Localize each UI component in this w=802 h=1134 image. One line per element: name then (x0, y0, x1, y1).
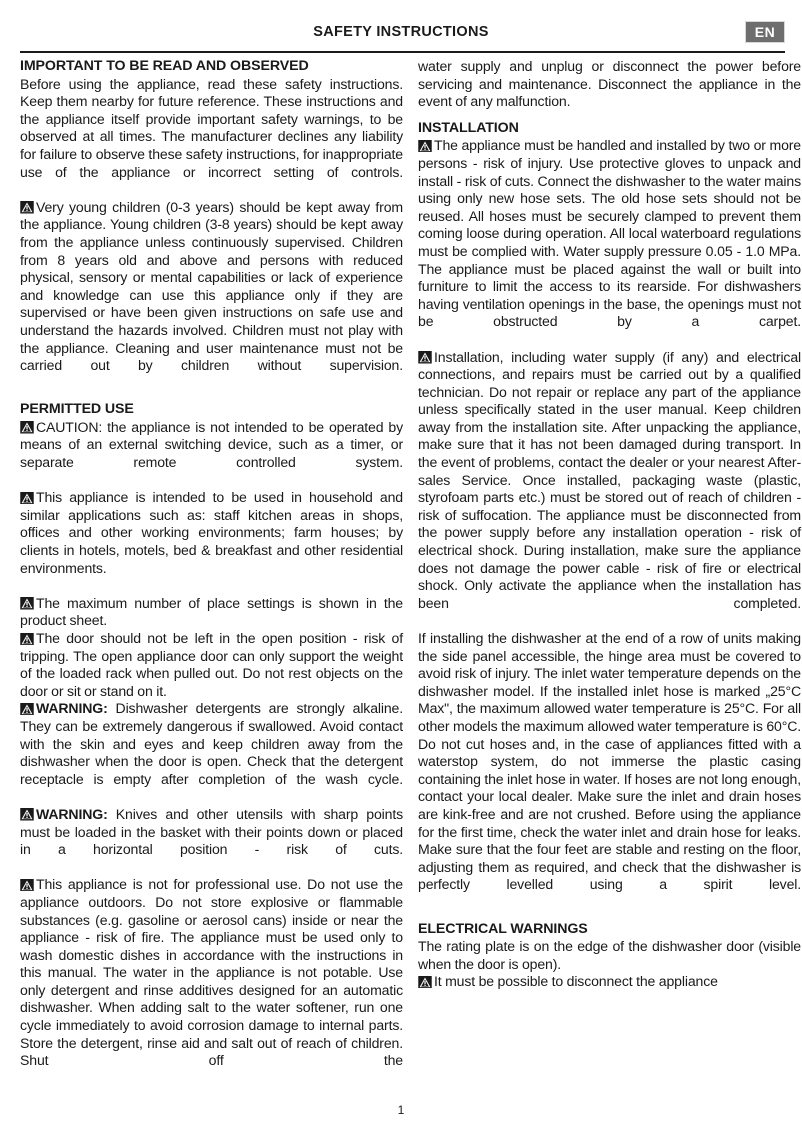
warning-triangle-icon (20, 421, 34, 434)
paragraph-warning-detergents-text: Dishwasher detergents are strongly alkaline. They can be extremely dangerous if swallowed. Avoid contact with the skin and eyes and keep children away from the dishwasher when the door is open. Check that the detergent receptacle is empty after completion of the wash cycle. (20, 700, 403, 787)
paragraph-professional-use-text: This appliance is not for professional use. Do not use the appliance outdoors. Do not store explosive or flammable substances (e.g. gasoline or aerosol cans) inside or near the appliance - risk of fire. The appliance must be used only to wash domestic dishes in accordance with the instructions in this manual. The water in the appliance is not potable. Use only detergent and rinse additives designed for an automatic dishwasher. When adding salt to the water softener, run one cycle immediately to avoid corrosion damage to internal parts. Store the detergent, rinse aid and salt out of reach of children. Shut off the (20, 876, 403, 1069)
warning-label-knives: WARNING: (36, 805, 108, 822)
section-heading-permitted-use: PERMITTED USE (20, 401, 134, 418)
language-badge: EN (745, 21, 785, 43)
paragraph-qualified-technician-text: Installation, including water supply (if any) and electrical connections, and repairs must be carried out by a qualified technician. Do not repair or replace any part of the appliance unless specifically stated in the user manual. Keep children away from the installation site. After unpacking the appliance, make sure that it has not been damaged during transport. In the event of problems, contact the dealer or your nearest After-sales Service. Once installed, packaging waste (plastic, styrofoam parts etc.) must be stored out of reach of children - risk of suffocation. The appliance must be disconnected from the power supply before any installation operation - risk of electrical shock. During installation, make sure the appliance does not damage the power cable - risk of fire or electrical shock. Only activate the appliance when the installation has been completed. (418, 348, 801, 611)
paragraph-place-settings-text: The maximum number of place settings is shown in the product sheet. (20, 594, 403, 629)
paragraph-caution-switching-device (20, 419, 403, 489)
warning-triangle-icon (20, 808, 34, 821)
section-heading-important: IMPORTANT TO BE READ AND OBSERVED (20, 58, 309, 74)
paragraph-place-settings (20, 595, 403, 630)
page-title: SAFETY INSTRUCTIONS (313, 24, 489, 40)
paragraph-qualified-technician (418, 349, 801, 631)
paragraph-household-use-text: This appliance is intended to be used in household and similar applications such as: staff kitchen areas in shops, offices and other working environments; farm houses; by clients in hotels, motels, bed & breakfast and other residential environments. (20, 489, 403, 576)
warning-triangle-icon (20, 597, 34, 610)
paragraph-warning-knives (20, 806, 403, 876)
paragraph-caution-text: CAUTION: the appliance is not intended to be operated by means of an external switching device, such as a timer, or separate remote controlled system. (20, 418, 403, 471)
section-heading-electrical-warnings: ELECTRICAL WARNINGS (418, 920, 588, 937)
paragraph-before-using: Before using the appliance, read these safety instructions. Keep them nearby for future reference. These instructions and the appliance itself provide important safety warnings, to be observed at all times. The manufacturer declines any liability for failure to observe these safety instructions, for inappropriate use of the appliance or incorrect setting of controls. (20, 75, 403, 180)
warning-triangle-icon (418, 351, 432, 364)
paragraph-professional-use (20, 876, 403, 1087)
paragraph-disconnect-appliance-text: It must be possible to disconnect the appliance (434, 973, 718, 990)
warning-triangle-icon (20, 703, 34, 716)
warning-triangle-icon (418, 976, 432, 989)
paragraph-door-open-position (20, 630, 403, 700)
paragraph-water-supply-continued: water supply and unplug or disconnect the power before servicing and maintenance. Disconnect the appliance in the event of any malfunction. (418, 58, 801, 110)
paragraph-rating-plate: The rating plate is on the edge of the dishwasher door (visible when the door is open). (418, 938, 801, 972)
warning-triangle-icon (20, 201, 34, 214)
paragraph-handling-installation-text: The appliance must be handled and installed by two or more persons - risk of injury. Use protective gloves to unpack and install - risk of cuts. Connect the dishwasher to the water mains using only new hose sets. The old hose sets should not be reused. All hoses must be securely clamped to prevent them coming loose during operation. All local waterboard regulations must be complied with. Water supply pressure 0.05 - 1.0 MPa. The appliance must be placed against the wall or built into furniture to limit the access to its rearside. For dishwashers having ventilation openings in the base, the openings must not be obstructed by a carpet. (418, 137, 801, 330)
paragraph-children-warning-text: Very young children (0-3 years) should be kept away from the appliance. Young children (3-8 years) should be kept away from the appliance unless continuously supervised. Children from 8 years old and above and persons with reduced physical, sensory or mental capabilities or lack of experience and knowledge can use this appliance only if they are supervised or have been given instructions on safe use and understand the hazards involved. Children must not play with the appliance. Cleaning and user maintenance must not be carried out by children without supervision. (20, 198, 403, 374)
warning-triangle-icon (20, 633, 34, 646)
paragraph-warning-knives-text: Knives and other utensils with sharp points must be loaded in the basket with their points down or placed in a horizontal position - risk of cuts. (20, 805, 403, 858)
paragraph-disconnect-appliance (418, 973, 801, 991)
right-column (418, 58, 801, 1087)
paragraph-warning-detergents (20, 700, 403, 806)
warning-label-detergents: WARNING: (36, 700, 108, 717)
page-header (0, 0, 802, 46)
paragraph-end-of-row-installation: If installing the dishwasher at the end of a row of units making the side panel accessible, the hinge area must be covered to avoid risk of injury. The inlet water temperature depends on the dishwasher model. If the installed inlet hose is marked „25°C Max", the maximum allowed water temperature is 25°C. For all other models the maximum allowed water temperature is 60°C. Do not cut hoses and, in the case of appliances fitted with a waterstop system, do not immerse the plastic casing containing the inlet hose in water. If hoses are not long enough, contact your local dealer. Make sure the inlet and drain hoses are kink-free and are not crushed. Before using the appliance for the first time, check the water inlet and drain hose for leaks. Make sure that the four feet are stable and resting on the floor, adjusting them as required, and check that the dishwasher is perfectly levelled using a spirit level. (418, 630, 801, 893)
header-divider (20, 51, 785, 53)
paragraph-household-use (20, 489, 403, 595)
paragraph-children-warning (20, 199, 403, 393)
paragraph-handling-installation (418, 137, 801, 348)
section-heading-installation: INSTALLATION (418, 119, 519, 136)
warning-triangle-icon (418, 140, 432, 153)
warning-triangle-icon (20, 879, 34, 892)
paragraph-door-open-text: The door should not be left in the open position - risk of tripping. The open appliance door can only support the weight of the loaded rack when pulled out. Do not rest objects on the door or sit or stand on it. (20, 630, 403, 699)
page-number: 1 (397, 1103, 405, 1117)
two-column-body (20, 58, 801, 1087)
warning-triangle-icon (20, 492, 34, 505)
left-column (20, 58, 403, 1087)
